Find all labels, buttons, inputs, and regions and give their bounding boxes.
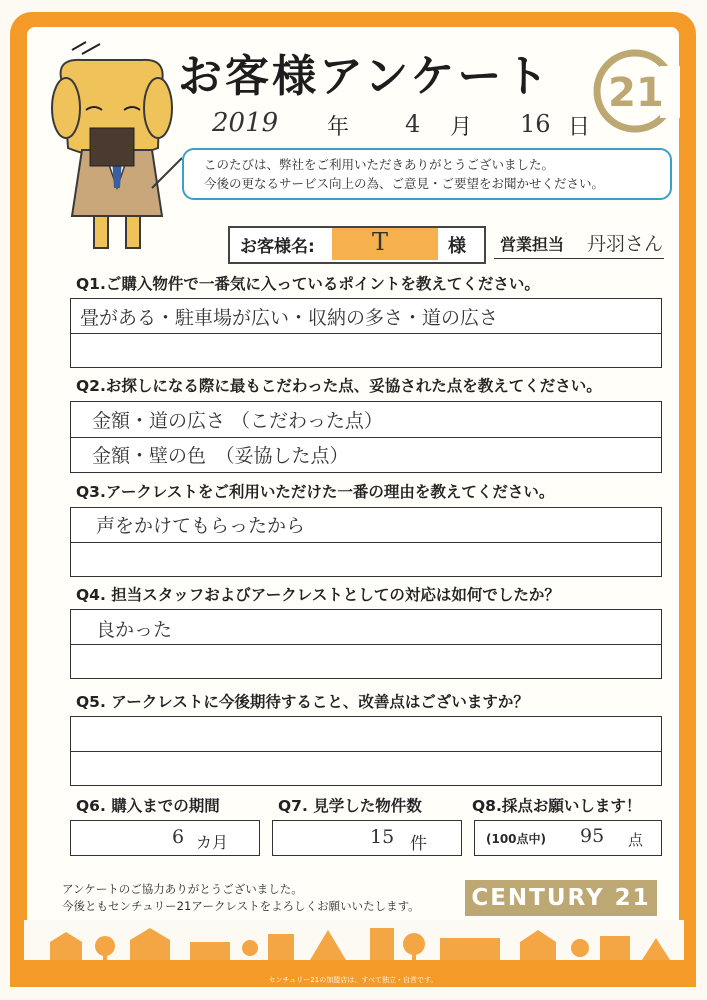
date-day: 16 [520, 110, 551, 138]
q7-label: Q7. 見学した物件数 [278, 797, 422, 815]
greeting-line-1: このたびは、弊社をご利用いただきありがとうございました。 [204, 157, 555, 172]
greeting-line-2: 今後の更なるサービス向上の為、ご意見・ご要望をお聞かせください。 [204, 176, 605, 191]
q4-label: Q4. 担当スタッフおよびアークレストとしての対応は如何でしたか？ [76, 586, 560, 604]
q2-answer-line-2: 金額・壁の色 （妥協した点） [92, 445, 349, 467]
q6-label: Q6. 購入までの期間 [76, 797, 220, 815]
q1-answer-line-1: 畳がある・駐車場が広い・収納の多さ・道の広さ [80, 307, 499, 329]
q7-answer-box [272, 820, 462, 856]
date-month-label: 月 [450, 115, 473, 140]
sales-underline [494, 258, 664, 259]
q7-value: 15 [370, 826, 395, 848]
q6-unit: カ月 [196, 833, 229, 852]
page-title: お客様アンケート [178, 51, 552, 102]
sales-label: 営業担当 [500, 235, 565, 254]
customer-name-label: お客様名: [240, 237, 315, 257]
q1-label: Q1.ご購入物件で一番気に入っているポイントを教えてください。 [76, 275, 540, 293]
century21-logo [590, 46, 680, 136]
q2-answer-line-1: 金額・道の広さ （こだわった点） [92, 410, 383, 432]
q4-answer-line-1: 良かった [96, 619, 173, 641]
footer-note: センチュリー21の加盟店は、すべて独立・自営です。 [268, 976, 438, 984]
customer-name-suffix: 様 [448, 236, 466, 257]
date-year-label: 年 [327, 115, 350, 140]
date-year: 2019 [212, 108, 279, 138]
q6-answer-box [70, 820, 260, 856]
thanks-line-2: 今後ともセンチュリー21アークレストをよろしくお願いいたします。 [62, 899, 420, 913]
thanks-line-1: アンケートのご協力ありがとうございました。 [62, 882, 303, 896]
q5-label: Q5. アークレストに今後期待すること、改善点はございますか？ [76, 693, 529, 711]
customer-name-value: T [372, 228, 389, 256]
q3-label: Q3.アークレストをご利用いただけた一番の理由を教えてください。 [76, 483, 555, 501]
mascot-dog-illustration [42, 38, 182, 258]
q5-answer-box [70, 716, 662, 786]
greeting-bubble [182, 148, 672, 200]
q2-label: Q2.お探しになる際に最もこだわった点、妥協された点を教えてください。 [76, 377, 602, 395]
q8-prefix: (100点中) [486, 832, 547, 846]
q6-value: 6 [172, 826, 185, 848]
sales-name: 丹羽さん [587, 233, 664, 255]
date-month: 4 [405, 110, 421, 138]
q8-unit: 点 [628, 831, 644, 849]
q8-value: 95 [580, 825, 605, 847]
q7-unit: 件 [410, 834, 427, 854]
century21-brand-banner: CENTURY 21 [465, 880, 657, 916]
thanks-text [62, 881, 420, 915]
q8-label: Q8.採点お願いします！ [472, 797, 642, 815]
date-day-label: 日 [568, 115, 591, 140]
q3-answer-line-1: 声をかけてもらったから [96, 515, 306, 537]
logo-number: 21 [608, 70, 664, 116]
